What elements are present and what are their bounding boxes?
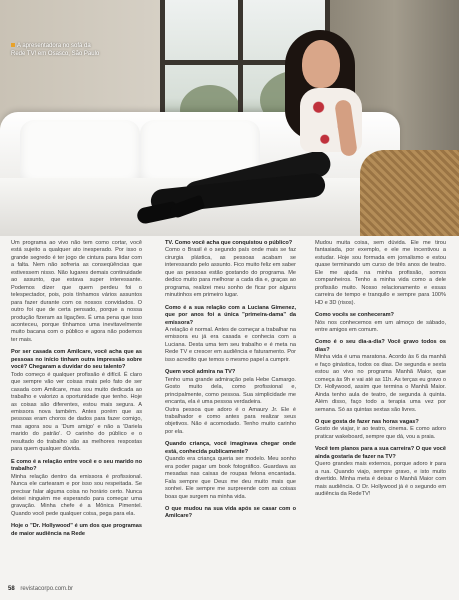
interview-answer: A relação é normal. Antes de começar a trabalhar na emissora eu já era casada e conhecia com a Luciana. Desta uma tem seu trabalho e é meta na Rede TV e crescer em audiência e faturamento. Por isso acredito que temos o mesmo papel a cumprir.: [165, 326, 296, 363]
photo-caption: A apresentadora no sofá da Rede TV! em Osasco, São Paulo: [11, 43, 100, 57]
page-number: 58: [8, 586, 15, 592]
interview-answer: Mudou muita coisa, sem dúvida. Ele me tirou fantasiada, por exemplo, e ele me incentivou a estudar. Hoje sou formada em jornalismo e estou quase terminando um curso de três anos de teatro. Ele me ajuda na minha profissão, somos companheiros. Tenho a minha vida como a dele profissão muito. Nosso relacionamento e essas carreira de tempo e tranquilo e sempre para 100% HD e 3D (risos).: [315, 240, 446, 306]
interview-question: E como é a relação entre você e o seu marido no trabalho?: [11, 458, 142, 473]
interview-answer: Todo começo é qualquer profissão é difícil. É claro que sempre vão ver coisas mais pelo fato de ser casada com Amilcare, mas sou muito dedicada ao trabalho e valorizo a oportunidade que tenho. Hoje as coisas são diferentes, estou mais segura. A emissora nova também. Antes porém que as pessoas eram choros de dados para fazer comigo, mas agora sou a 'Dum amigo' e não a 'Dariela marido do patrão'. O carinho do público e o resultado do trabalho são as melhores respostas para quem qualquer dúvida.: [11, 371, 142, 453]
interview-question: Hoje o "Dr. Hollywood" é um dos que programas de maior audiência na Rede: [11, 523, 142, 537]
interview-answer: Tenho uma grande admiração pela Hebe Camargo. Gosto muito dela, como profissional e, principalmente, como pessoa. Sua simplicidade me encanta, ela é uma pessoa verdadeira.: [165, 376, 296, 406]
bullet-icon: [11, 43, 15, 47]
interview-answer: Gosto de viajar, ir ao teatro, cinema. E como adoro praticar wakeboard, sempre que dá, vou a praia.: [315, 426, 446, 440]
interview-question: Como é a sua relação com a Luciana Gimenez, que por anos foi a única "primeira-dama" da emissora?: [165, 304, 296, 326]
interview-answer: Nós nos conhecemos em um almoço de sábado, entre amigos em comum.: [315, 319, 446, 333]
interview-question: Quando criança, você imaginava chegar onde está, conhecida publicamente?: [165, 441, 296, 455]
page-footer: [8, 586, 73, 592]
interview-answer: Como o Brasil é o segundo país onde mais se faz cirurgia plástica, as pessoas acabam se interessando pelo assunto. Fico muito feliz em saber que as pessoas estão gostando do programa. Me dedico muito para melhorar a cada dia e, graças ao programa, realizei meu sonho de ficar por alguns minutinhos em primeiro lugar.: [165, 247, 296, 299]
text-column-1: [11, 240, 142, 538]
site-url: revistacorpo.com.br: [20, 586, 74, 592]
article-photo: [0, 0, 459, 236]
text-column-2: [165, 240, 296, 521]
interview-question: Como é o seu dia-a-dia? Você gravo todos os dias?: [315, 339, 446, 353]
interview-answer: Quero grandes mais externos, porque adoro ir para a rua. Quando viajo, sempre gravo, e isto muito divertido. Minha meta é deixar o Manhã Maior com mais audiência. O Dr. Hollywood já é o segundo em audiência da RedeTV!: [315, 461, 446, 498]
interview-answer: Quando era criança queria ser modelo. Meu sonho era poder pagar um book fotográfico. Guardava as mesadas nas caixas de roupas felona encantada. Fala sempre que Deus me deu muito mais que sonhei. Ele sempre me surpreende com as coisas boas que surgem na minha vida.: [165, 456, 296, 500]
interview-answer: Minha vida é uma maratona. Acordo às 6 da manhã e faço ginástica, todos os dias. De segunda e sexta estou ao vivo no programa Manhã Maior, que começa às 9h e vai até as 11h. As terças eu gravo o Dr. Hollywood, assim que termina o Manhã Maior. Ainda tenho aula de teatro, de segunda à quinta. Além disso, faço todo a terapia uma vez por semana. Só as quintas sextas são livres.: [315, 354, 446, 413]
interview-answer: Um programa ao vivo não tem como cortar, você está sujeito a qualquer ato inesperado. Por isso o grande segredo é ter jogo de cintura para lidar com a falta. Nem não sofreria as conseqüências que estivessem nisso. Não lugares demais continuidade ao assunto, que estava super interessante. Podemos dizer que quem perdeu foi o telespectador, pois, pois tínhamos vários assuntos para fazer durante com os nossos convidados. O outro foi que de certa pensado, porque a nossa produção fizeram as ligações. É uma pena que isso aconteceu, porque tínhamos uma inevitavelmente muito bacana com o público e agora não podemos ter mais.: [11, 240, 142, 343]
interview-answer: Outra pessoa que adoro é o Amaury Jr. Ele é trabalhador e como antes para realizar seus objetivos. Não é acomodado. Tenho muito carinho por ela.: [165, 406, 296, 435]
interview-question: Por ser casada com Amilcare, você acha que as pessoas no início tinham outra impressão sobre você? Chegaram a duvidar do seu talento?: [11, 349, 142, 371]
wicker-chair: [360, 150, 459, 236]
interview-answer: Minha relação dentro da emissora é profissional. Nunca ele cartearam e por isso sou respeitada. Se precisar falar alguma coisa no horário certo. Nunca deixei ninguém me esperando para começar uma gravação. Minha chefe é a Mônica Pimentel. Quando você pede qualquer coisa, pega para ela.: [11, 473, 142, 517]
interview-question: Quem você admira na TV?: [165, 369, 236, 376]
interview-question: Como vocês se conheceram?: [315, 312, 394, 319]
text-column-3: [315, 240, 446, 499]
interview-question: O que gosta de fazer nas horas vagas?: [315, 418, 419, 425]
interview-question: O que mudou na sua vida após se casar com o Amilcare?: [165, 505, 296, 520]
interview-question: TV. Como você acha que conquistou o público?: [165, 240, 293, 246]
interview-question: Você tem planos para a sua carreira? O que você ainda gostaria de fazer na TV?: [315, 446, 446, 460]
